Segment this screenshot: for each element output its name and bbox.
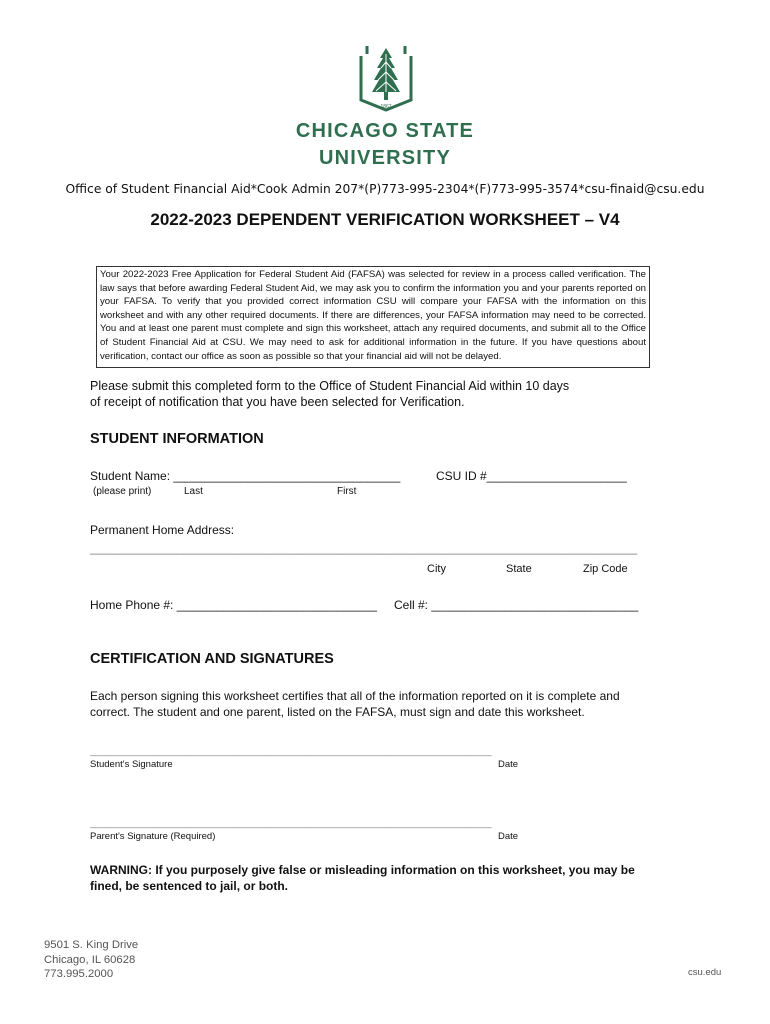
footer-address-line2: Chicago, IL 60628 [44,953,136,966]
office-contact-line: Office of Student Financial Aid*Cook Admin 207*(P)773-995-2304*(F)773-995-3574*csu-finaid@csu.edu [65,182,705,196]
address-field[interactable]: __________________________________________________________________________________ [90,541,638,555]
footer-address-line1: 9501 S. King Drive [44,939,139,951]
certification-line1: Each person signing this worksheet certifies that all of the information reported on it is complete and [90,689,620,703]
page-title: 2022-2023 DEPENDENT VERIFICATION WORKSHEET – V4 [150,210,620,229]
logo-year: 1867 [380,104,392,110]
footer-address [44,938,138,982]
home-phone-field[interactable]: Home Phone #: ______________________________ [90,598,377,612]
intro-box: Your 2022-2023 Free Application for Federal Student Aid (FAFSA) was selected for review in a process called verification. The law says that before awarding Federal Student Aid, we may ask you to confirm the information you and your parents reported on your FAFSA. To verify that you provided correct information CSU will compare your FAFSA with the information on this worksheet and with any other required documents. If there are differences, your FAFSA information may need to be corrected. You and at least one parent must complete and sign this worksheet, attach any required documents, and submit all to the Office of Student Financial Aid at CSU. We may need to ask for additional information in the future. If you have questions about verification, contact our office as soon as possible so that your financial aid will not be delayed. [96,266,650,368]
warning-text [90,862,690,894]
csu-logo [357,44,415,114]
certification-line2: correct. The student and one parent, listed on the FAFSA, must sign and date this worksheet. [90,705,585,719]
city-label: City [427,563,446,575]
last-name-label: Last [184,486,203,497]
zip-label: Zip Code [583,563,628,575]
state-label: State [506,563,532,575]
please-print-label: (please print) [93,486,152,497]
footer-website: csu.edu [688,967,722,978]
submit-note-line1: Please submit this completed form to the Office of Student Financial Aid within 10 days [90,379,570,393]
certification-heading: CERTIFICATION AND SIGNATURES [90,651,334,667]
parent-date-label: Date [498,831,519,842]
submit-note [90,378,690,410]
student-date-label: Date [498,759,519,770]
footer-phone: 773.995.2000 [44,968,114,980]
certification-text [90,688,690,720]
submit-note-line2: of receipt of notification that you have been selected for Verification. [90,395,465,409]
student-info-heading: STUDENT INFORMATION [90,431,264,447]
csu-id-field[interactable]: CSU ID #_____________________ [436,469,627,483]
student-name-field[interactable]: Student Name: __________________________________ [90,469,401,483]
student-signature-label: Student's Signature [90,759,173,770]
address-label: Permanent Home Address: [90,523,235,537]
student-signature-line[interactable]: ____________________________________________________________________________ [90,746,492,757]
university-name-line1: CHICAGO STATE [295,120,475,142]
parent-signature-line[interactable]: ____________________________________________________________________________ [90,818,492,829]
first-name-label: First [337,486,357,497]
parent-signature-label: Parent's Signature (Required) [90,831,216,842]
university-name-line2: UNIVERSITY [318,147,452,169]
warning-line2: fined, be sentenced to jail, or both. [90,879,289,893]
cell-phone-field[interactable]: Cell #: _______________________________ [394,598,639,612]
warning-line1: WARNING: If you purposely give false or misleading information on this worksheet, you may be [90,863,635,877]
